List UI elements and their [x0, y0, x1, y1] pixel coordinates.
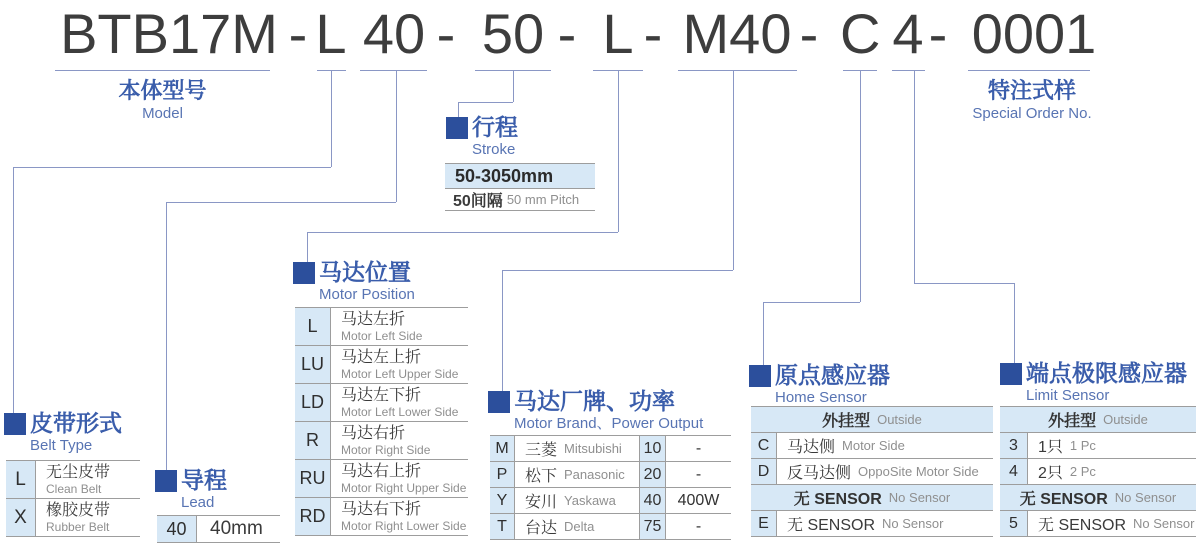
segment-underline — [968, 70, 1090, 71]
connector-line — [1014, 283, 1015, 363]
limit-sensor-title-en: Limit Sensor — [1026, 387, 1110, 404]
table-row — [295, 384, 468, 422]
table-row — [6, 461, 140, 499]
table-row — [490, 488, 731, 514]
power-code-cell: 40 — [640, 488, 666, 513]
lead-title-zh: 导程 — [181, 467, 227, 493]
code-cell: 3 — [1000, 433, 1028, 458]
desc-zh: 橡胶皮带 — [46, 502, 111, 519]
connector-line — [914, 283, 1014, 284]
motor-brand-section-title — [488, 388, 703, 433]
lead-value: 40mm — [210, 518, 263, 539]
table-row — [445, 164, 595, 189]
connector-line — [458, 102, 513, 103]
segment-underline — [678, 70, 797, 71]
desc-zh: 马达左下折 — [341, 387, 422, 404]
bullet-square-icon — [4, 413, 26, 435]
desc-en: Rubber Belt — [46, 520, 110, 534]
code-cell: P — [490, 462, 515, 487]
motor-position-table — [295, 307, 468, 536]
desc-zh: 无尘皮带 — [46, 464, 111, 481]
desc-en: 1 Pc — [1069, 438, 1096, 453]
motor-position-title-zh: 马达位置 — [319, 259, 411, 285]
group-header-row — [751, 407, 993, 433]
table-row — [6, 499, 140, 537]
limit-sensor-table — [1000, 406, 1196, 537]
desc-en: Motor Right Side — [341, 443, 431, 457]
desc-zh: 2只 — [1038, 465, 1063, 482]
power-output-cell: 400W — [677, 491, 720, 509]
desc-en: Motor Left Upper Side — [341, 367, 459, 381]
motor-position-section-title — [293, 259, 415, 304]
table-row — [295, 498, 468, 536]
code-cell: E — [751, 511, 777, 536]
bullet-square-icon — [1000, 363, 1022, 385]
motor-brand-title-en: Motor Brand、Power Output — [514, 415, 704, 432]
model-separator: - — [799, 2, 819, 65]
model-segment-special-order: 0001 — [971, 2, 1097, 65]
home-sensor-title-en: Home Sensor — [775, 389, 867, 406]
code-cell: L — [6, 461, 36, 498]
group-zh: 外挂型 — [1048, 413, 1097, 430]
model-segment-motor-brand: M40 — [682, 2, 792, 65]
belt-type-title-en: Belt Type — [30, 437, 93, 454]
desc-en: Motor Right Upper Side — [341, 481, 467, 495]
belt-type-section-title — [4, 410, 122, 455]
desc-en: Motor Left Lower Side — [341, 405, 459, 419]
limit-sensor-title-zh: 端点极限感应器 — [1026, 360, 1187, 386]
connector-line — [860, 70, 861, 302]
model-segment-lead: 40 — [362, 2, 426, 65]
brand-en: Mitsubishi — [564, 441, 622, 456]
table-row — [1000, 433, 1196, 459]
desc-zh: 无 SENSOR — [1038, 517, 1127, 534]
table-row — [490, 436, 731, 462]
code-cell: Y — [490, 488, 515, 513]
bullet-square-icon — [293, 262, 315, 284]
model-segment-stroke: 50 — [481, 2, 545, 65]
model-label-zh: 本体型号 — [118, 78, 207, 103]
model-label-en: Model — [142, 105, 183, 122]
group-zh: 无 SENSOR — [1019, 491, 1108, 508]
code-cell: RU — [295, 460, 331, 497]
brand-en: Delta — [564, 519, 595, 534]
code-cell: X — [6, 499, 36, 536]
table-row — [751, 459, 993, 485]
code-cell: M — [490, 436, 515, 461]
desc-zh: 马达侧 — [787, 439, 836, 456]
model-separator: - — [928, 2, 948, 65]
connector-line — [618, 70, 619, 232]
power-code-cell: 10 — [640, 436, 666, 461]
motor-brand-title-zh: 马达厂牌、功率 — [514, 388, 675, 414]
brand-zh: 安川 — [525, 494, 558, 511]
desc-en: Motor Side — [842, 438, 905, 453]
belt-type-table — [6, 460, 140, 537]
code-cell: L — [295, 308, 331, 345]
table-row — [295, 308, 468, 346]
stroke-table — [445, 163, 595, 211]
desc-zh: 马达左上折 — [341, 349, 422, 366]
brand-zh: 三菱 — [525, 442, 558, 459]
group-en: No Sensor — [1114, 490, 1177, 505]
group-header-row — [751, 485, 993, 511]
brand-zh: 松下 — [525, 468, 558, 485]
model-segment-limit-sensor: 4 — [892, 2, 924, 65]
code-cell: R — [295, 422, 331, 459]
bullet-square-icon — [488, 391, 510, 413]
model-segment-belt: L — [315, 2, 347, 65]
segment-underline — [55, 70, 270, 71]
connector-line — [13, 167, 14, 413]
connector-line — [502, 270, 503, 391]
connector-line — [307, 232, 618, 233]
desc-zh: 马达右折 — [341, 425, 406, 442]
limit-sensor-section-title — [1000, 360, 1187, 405]
brand-zh: 台达 — [525, 520, 558, 537]
connector-line — [307, 232, 308, 262]
stroke-pitch-en: 50 mm Pitch — [506, 192, 580, 207]
model-segment-body: BTB17M — [60, 2, 278, 65]
desc-zh: 马达右下折 — [341, 501, 422, 518]
belt-type-title-zh: 皮带形式 — [30, 410, 122, 436]
brand-en: Panasonic — [564, 467, 625, 482]
code-cell: D — [751, 459, 777, 484]
connector-line — [763, 302, 764, 365]
code-cell: RD — [295, 498, 331, 535]
stroke-title-en: Stroke — [472, 141, 516, 158]
stroke-title-zh: 行程 — [472, 114, 518, 140]
special-order-label — [942, 78, 1122, 123]
group-zh: 无 SENSOR — [793, 491, 882, 508]
table-row — [490, 462, 731, 488]
motor-brand-table — [490, 435, 731, 540]
connector-line — [763, 302, 860, 303]
home-sensor-section-title — [749, 362, 890, 407]
motor-position-title-en: Motor Position — [319, 286, 415, 303]
connector-line — [13, 167, 331, 168]
code-cell: 5 — [1000, 511, 1028, 536]
desc-en: 2 Pc — [1069, 464, 1096, 479]
power-output-cell: - — [695, 517, 702, 535]
model-separator: - — [288, 2, 308, 65]
power-code-cell: 20 — [640, 462, 666, 487]
model-segment-home-sensor: C — [840, 2, 881, 65]
desc-en: OppoSite Motor Side — [858, 464, 979, 479]
lead-table — [157, 515, 280, 543]
stroke-pitch-zh: 50间隔 — [453, 193, 503, 210]
connector-line — [166, 202, 396, 203]
model-separator: - — [436, 2, 456, 65]
special-order-label-en: Special Order No. — [972, 105, 1092, 122]
desc-zh: 反马达侧 — [787, 465, 852, 482]
segment-underline — [360, 70, 427, 71]
desc-zh: 1只 — [1038, 439, 1063, 456]
group-en: No Sensor — [888, 490, 951, 505]
segment-underline — [892, 70, 925, 71]
group-en: Outside — [877, 412, 922, 427]
model-separator: - — [643, 2, 663, 65]
stroke-range: 50-3050mm — [455, 165, 554, 186]
group-zh: 外挂型 — [822, 413, 871, 430]
desc-en: Motor Right Lower Side — [341, 519, 467, 533]
table-row — [1000, 459, 1196, 485]
connector-line — [513, 70, 514, 102]
table-row — [1000, 511, 1196, 537]
power-output-cell: - — [695, 439, 702, 457]
group-header-row — [1000, 485, 1196, 511]
lead-title-en: Lead — [181, 494, 215, 511]
code-cell: 4 — [1000, 459, 1028, 484]
lead-section-title — [155, 467, 227, 512]
home-sensor-table — [751, 406, 993, 537]
table-row — [445, 189, 595, 211]
desc-en: No Sensor — [1133, 516, 1195, 531]
special-order-label-zh: 特注式样 — [987, 78, 1076, 103]
connector-line — [733, 70, 734, 270]
model-separator: - — [557, 2, 577, 65]
table-row — [295, 346, 468, 384]
home-sensor-title-zh: 原点感应器 — [775, 362, 890, 388]
connector-line — [396, 70, 397, 202]
code-cell: LD — [295, 384, 331, 421]
bullet-square-icon — [446, 117, 468, 139]
connector-line — [502, 270, 733, 271]
connector-line — [331, 70, 332, 167]
power-output-cell: - — [695, 465, 702, 483]
bullet-square-icon — [749, 365, 771, 387]
table-row — [751, 511, 993, 537]
table-row — [751, 433, 993, 459]
code-cell: LU — [295, 346, 331, 383]
power-code-cell: 75 — [640, 514, 666, 539]
desc-en: Motor Left Side — [341, 329, 423, 343]
desc-en: Clean Belt — [46, 482, 102, 496]
desc-zh: 马达左折 — [341, 311, 406, 328]
table-row — [295, 422, 468, 460]
desc-zh: 无 SENSOR — [787, 517, 876, 534]
model-segment-motor-position: L — [602, 2, 634, 65]
desc-en: No Sensor — [882, 516, 944, 531]
model-label — [55, 78, 270, 123]
group-en: Outside — [1103, 412, 1148, 427]
group-header-row — [1000, 407, 1196, 433]
desc-zh: 马达右上折 — [341, 463, 422, 480]
table-row — [490, 514, 731, 540]
connector-line — [914, 70, 915, 283]
connector-line — [166, 202, 167, 470]
table-row — [157, 516, 280, 543]
code-cell: T — [490, 514, 515, 539]
table-row — [295, 460, 468, 498]
stroke-section-title — [446, 114, 518, 159]
bullet-square-icon — [155, 470, 177, 492]
code-cell: 40 — [157, 516, 197, 542]
brand-en: Yaskawa — [564, 493, 616, 508]
code-cell: C — [751, 433, 777, 458]
